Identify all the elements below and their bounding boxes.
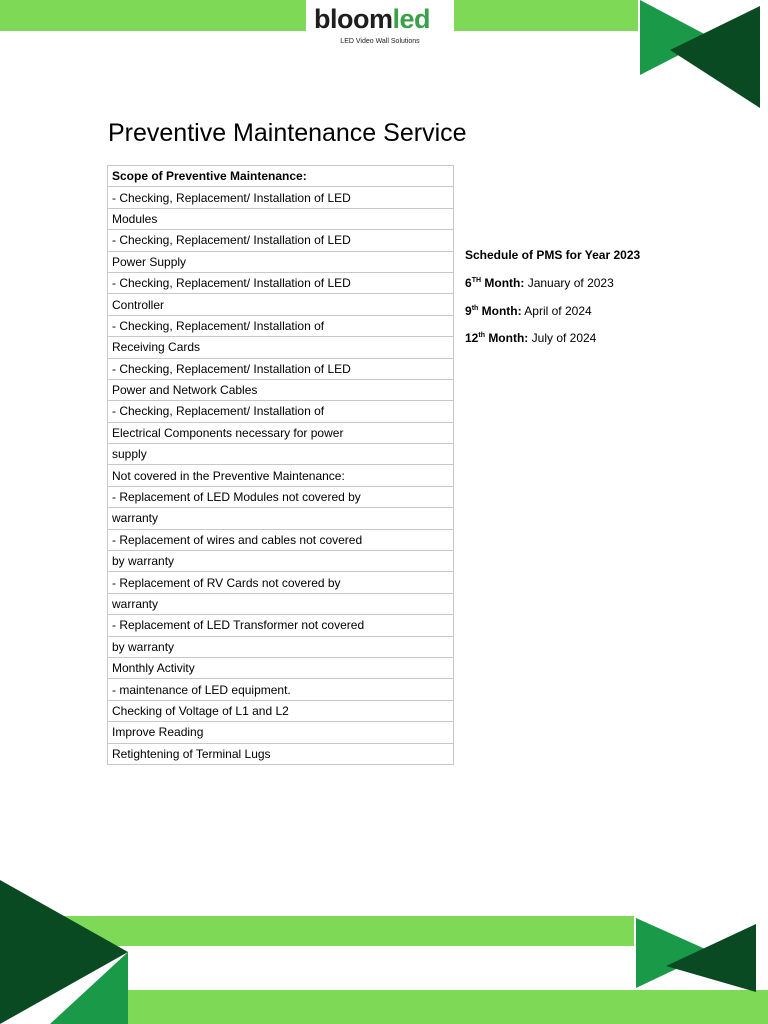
table-row bbox=[108, 700, 454, 721]
table-cell: - Replacement of LED Modules not covered by bbox=[108, 486, 454, 507]
header-triangles bbox=[630, 0, 768, 112]
table-cell: - Checking, Replacement/ Installation of bbox=[108, 401, 454, 422]
table-cell: warranty bbox=[108, 508, 454, 529]
table-cell: Modules bbox=[108, 208, 454, 229]
table-row bbox=[108, 722, 454, 743]
header-triangle-dark bbox=[670, 6, 760, 108]
table-cell: Not covered in the Preventive Maintenance: bbox=[108, 465, 454, 486]
table-row bbox=[108, 294, 454, 315]
logo-wordmark: bloomled bbox=[314, 4, 431, 34]
table-row bbox=[108, 230, 454, 251]
table-cell: by warranty bbox=[108, 636, 454, 657]
table-cell: Electrical Components necessary for power bbox=[108, 422, 454, 443]
table-cell: - Replacement of LED Transformer not covered bbox=[108, 615, 454, 636]
header-bar-right bbox=[454, 0, 638, 31]
page-title: Preventive Maintenance Service bbox=[108, 119, 467, 147]
table-cell: Controller bbox=[108, 294, 454, 315]
table-cell: warranty bbox=[108, 593, 454, 614]
scope-table bbox=[107, 165, 454, 765]
table-row bbox=[108, 272, 454, 293]
table-row bbox=[108, 572, 454, 593]
footer-triangles-left bbox=[0, 880, 130, 1024]
table-cell: by warranty bbox=[108, 551, 454, 572]
table-row bbox=[108, 743, 454, 764]
schedule-item: 6TH Month: January of 2023 bbox=[465, 276, 614, 290]
table-cell: - Checking, Replacement/ Installation of LED bbox=[108, 272, 454, 293]
table-row bbox=[108, 251, 454, 272]
table-cell: Receiving Cards bbox=[108, 337, 454, 358]
footer-bar-lower bbox=[128, 990, 768, 1024]
table-cell: Improve Reading bbox=[108, 722, 454, 743]
table-row bbox=[108, 337, 454, 358]
header-bar-left bbox=[0, 0, 306, 31]
table-cell: - Checking, Replacement/ Installation of LED bbox=[108, 230, 454, 251]
table-row bbox=[108, 208, 454, 229]
table-cell: Checking of Voltage of L1 and L2 bbox=[108, 700, 454, 721]
table-row bbox=[108, 615, 454, 636]
footer-triangles-right bbox=[630, 914, 768, 994]
table-row bbox=[108, 486, 454, 507]
table-cell: - Checking, Replacement/ Installation of bbox=[108, 315, 454, 336]
table-row bbox=[108, 465, 454, 486]
table-row bbox=[108, 422, 454, 443]
table-cell: Power Supply bbox=[108, 251, 454, 272]
table-row bbox=[108, 679, 454, 700]
logo bbox=[306, 0, 454, 54]
table-row bbox=[108, 593, 454, 614]
table-row bbox=[108, 636, 454, 657]
logo-tagline: LED Video Wall Solutions bbox=[340, 38, 420, 45]
table-cell: Retightening of Terminal Lugs bbox=[108, 743, 454, 764]
table-cell: - maintenance of LED equipment. bbox=[108, 679, 454, 700]
table-cell: Monthly Activity bbox=[108, 657, 454, 678]
table-row bbox=[108, 166, 454, 187]
table-cell: - Replacement of wires and cables not covered bbox=[108, 529, 454, 550]
schedule-heading: Schedule of PMS for Year 2023 bbox=[465, 248, 641, 262]
table-row bbox=[108, 187, 454, 208]
table-row bbox=[108, 444, 454, 465]
schedule-item: 12th Month: July of 2024 bbox=[465, 331, 597, 345]
table-row bbox=[108, 508, 454, 529]
table-row bbox=[108, 551, 454, 572]
schedule-item: 9th Month: April of 2024 bbox=[465, 304, 592, 318]
table-row bbox=[108, 529, 454, 550]
table-cell: - Checking, Replacement/ Installation of LED bbox=[108, 358, 454, 379]
table-cell: supply bbox=[108, 444, 454, 465]
table-cell: - Replacement of RV Cards not covered by bbox=[108, 572, 454, 593]
table-heading-cell: Scope of Preventive Maintenance: bbox=[108, 166, 454, 187]
table-cell: - Checking, Replacement/ Installation of LED bbox=[108, 187, 454, 208]
table-row bbox=[108, 379, 454, 400]
table-row bbox=[108, 315, 454, 336]
table-row bbox=[108, 358, 454, 379]
table-row bbox=[108, 657, 454, 678]
table-cell: Power and Network Cables bbox=[108, 379, 454, 400]
table-row bbox=[108, 401, 454, 422]
